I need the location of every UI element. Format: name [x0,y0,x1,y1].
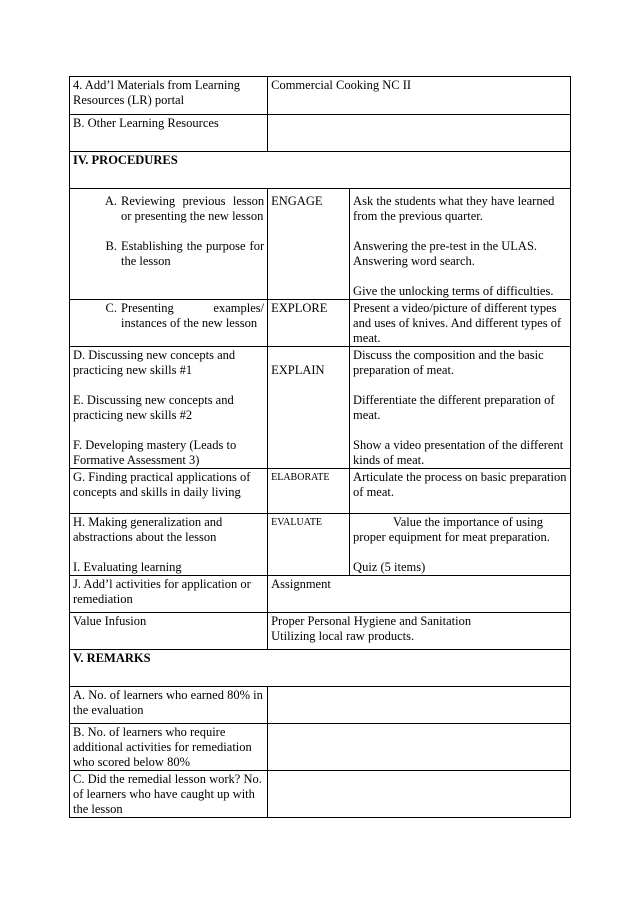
activity-text: Differentiate the different preparation of meat. [353,393,555,422]
cell-label: A. No. of learners who earned 80% in the evaluation [70,687,268,724]
table-row [70,300,571,347]
item-f: F. Developing mastery (Leads to Formative Assessment 3) [73,438,237,467]
table-row [70,115,571,152]
item-a: A. Reviewing previous lesson or presenting the new lesson [104,194,265,223]
cell-value [268,687,571,724]
cell-label: Value Infusion [70,613,268,650]
activity-cell: Articulate the process on basic preparation of meat. [350,469,571,514]
table-row [70,687,571,724]
activity-text: Show a video presentation of the different kinds of meat. [353,438,564,467]
table-row [70,724,571,771]
lesson-plan-table [69,76,571,818]
cell-value [268,115,571,152]
activity-text: Quiz (5 items) [353,560,426,574]
item-h: H. Making generalization and abstractions about the lesson [73,515,223,544]
activity-text: Discuss the composition and the basic preparation of meat. [353,348,544,377]
phase-elaborate: ELABORATE [268,469,350,514]
section-title-procedures: IV. PROCEDURES [70,152,571,189]
activity-text: Value the importance of using proper equipment for meat preparation. [353,515,550,544]
item-c: C. Presenting examples/ instances of the new lesson [105,301,265,330]
activity-text: Ask the students what they have learned from the previous quarter. [353,194,555,223]
table-row [70,77,571,115]
cell-label: C. Did the remedial lesson work? No. of learners who have caught up with the lesson [70,771,268,818]
table-row [70,514,571,576]
cell-label: B. Other Learning Resources [70,115,268,152]
cell-value [268,724,571,771]
item-e: E. Discussing new concepts and practicing new skills #2 [73,393,234,422]
table-row [70,650,571,687]
cell-label: 4. Add’l Materials from Learning Resources (LR) portal [70,77,268,115]
table-row [70,152,571,189]
cell-label [70,514,268,576]
item-d: D. Discussing new concepts and practicing new skills #1 [73,348,236,377]
cell-label [70,300,268,347]
table-row [70,189,571,300]
cell-label [70,347,268,469]
phase-evaluate: EVALUATE [268,514,350,576]
table-row [70,771,571,818]
item-j: J. Add’l activities for application or remediation [70,576,268,613]
phase-engage: ENGAGE [268,189,350,300]
cell-value [268,771,571,818]
activity-cell [350,514,571,576]
phase-explain: EXPLAIN [268,347,350,469]
item-i: I. Evaluating learning [73,560,182,574]
value-line: Utilizing local raw products. [271,629,415,643]
section-title-remarks: V. REMARKS [70,650,571,687]
item-b: B. Establishing the purpose for the lesson [105,239,265,268]
table-row [70,347,571,469]
activity-cell [350,347,571,469]
table-row [70,469,571,514]
activity-cell [350,189,571,300]
value-line: Proper Personal Hygiene and Sanitation [271,614,472,628]
item-g: G. Finding practical applications of concepts and skills in daily living [70,469,268,514]
cell-label [70,189,268,300]
cell-value [268,613,571,650]
activity-text: Give the unlocking terms of difficulties. [353,284,554,298]
table-row [70,576,571,613]
activity-cell: Present a video/picture of different types and uses of knives. And different types of meat. [350,300,571,347]
cell-value: Assignment [268,576,571,613]
activity-text: Answering the pre-test in the ULAS. Answering word search. [353,239,538,268]
phase-explore: EXPLORE [268,300,350,347]
cell-label: B. No. of learners who require additional activities for remediation who scored below 80% [70,724,268,771]
table-row [70,613,571,650]
cell-value: Commercial Cooking NC II [268,77,571,115]
